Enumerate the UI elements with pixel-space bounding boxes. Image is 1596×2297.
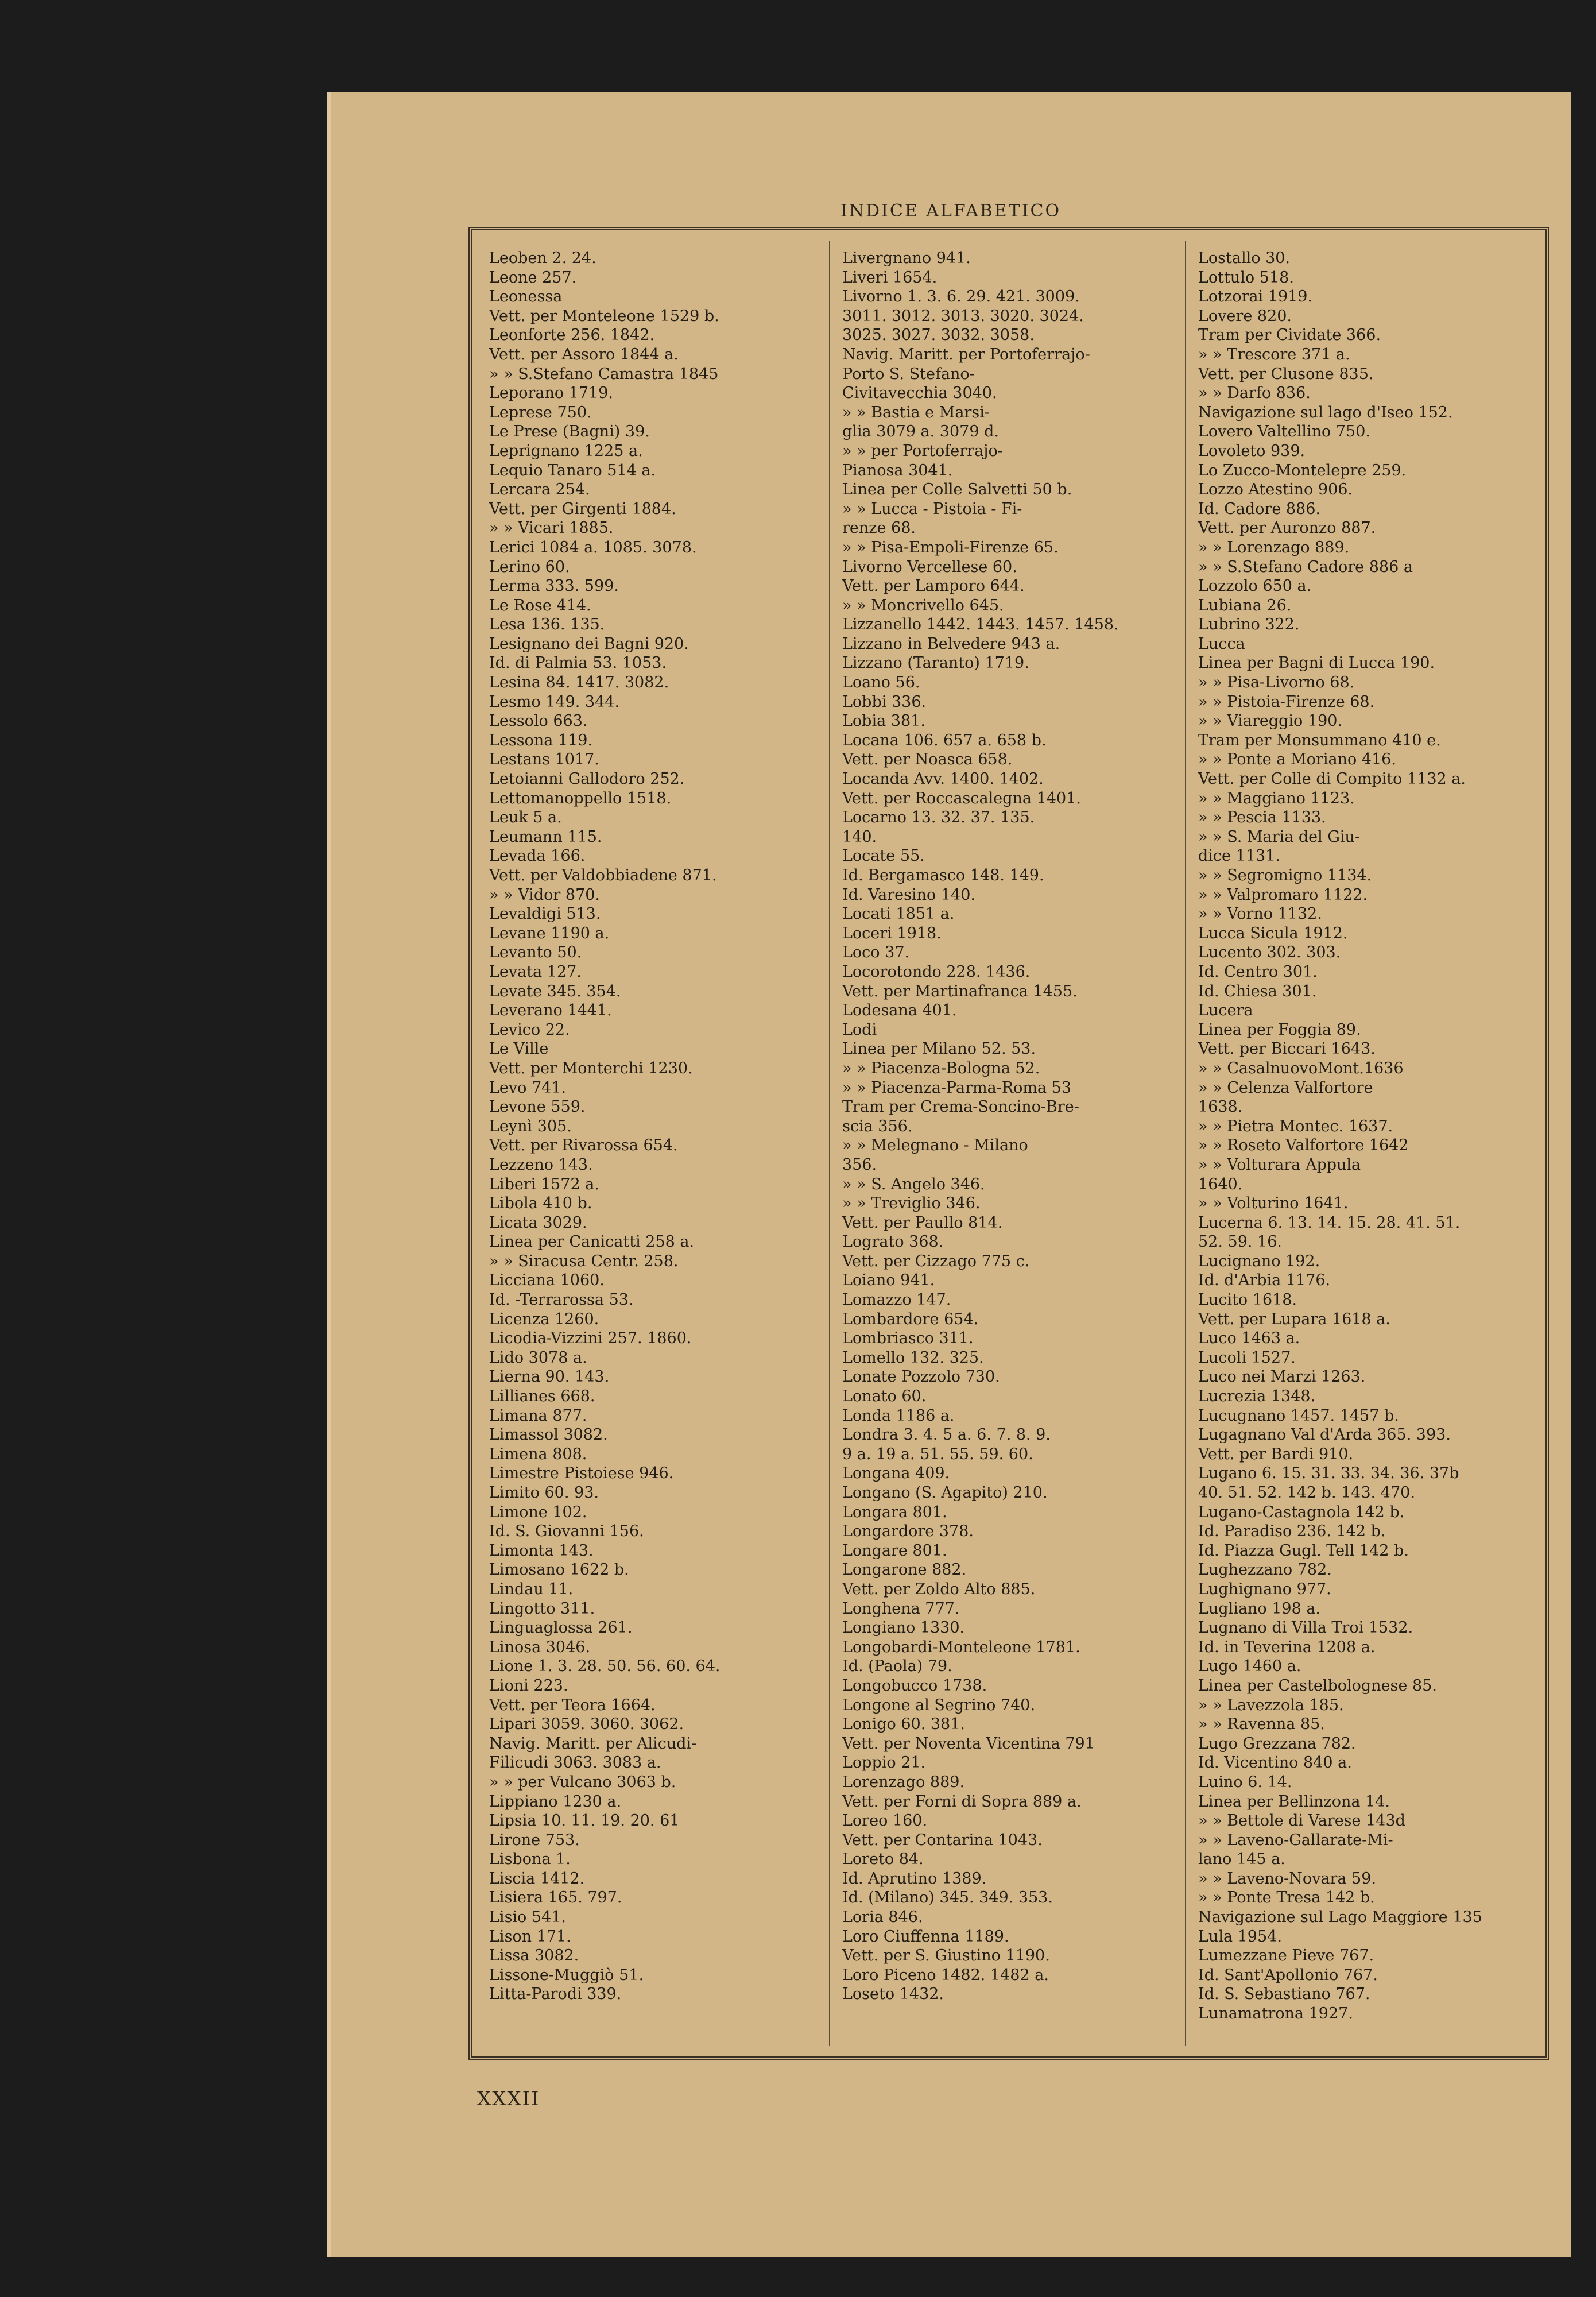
index-entry: Limosano 1622 b. xyxy=(489,1561,629,1579)
index-entry: Id. (Milano) 345. 349. 353. xyxy=(842,1889,1053,1907)
index-entry: Vett. per Girgenti 1884. xyxy=(489,500,676,518)
index-entry: Lozzolo 650 a. xyxy=(1198,577,1312,595)
index-entry: Lisbona 1. xyxy=(489,1850,571,1869)
index-column-2 xyxy=(842,249,1181,2004)
index-entry: Londa 1186 a. xyxy=(842,1406,955,1425)
index-entry: Lomello 132. 325. xyxy=(842,1348,984,1367)
index-entry: Lucerna 6. 13. 14. 15. 28. 41. 51. xyxy=(1198,1213,1461,1232)
index-entry: 40. 51. 52. 142 b. 143. 470. xyxy=(1198,1484,1415,1502)
index-entry: Id. Sant'Apollonio 767. xyxy=(1198,1966,1378,1984)
index-entry: Licodia-Vizzini 257. 1860. xyxy=(489,1329,692,1348)
index-entry: Licciana 1060. xyxy=(489,1271,605,1290)
index-entry: 9 a. 19 a. 51. 55. 59. 60. xyxy=(842,1445,1033,1463)
index-entry: Lioni 223. xyxy=(489,1676,568,1695)
index-entry: Tram per Cividate 366. xyxy=(1198,326,1381,345)
index-entry: lano 145 a. xyxy=(1198,1850,1285,1869)
index-entry: Id. Bergamasco 148. 149. xyxy=(842,867,1044,884)
index-entry: Navigazione sul lago d'Iseo 152. xyxy=(1198,403,1453,421)
index-entry: Vett. per Assoro 1844 a. xyxy=(489,345,679,364)
column-divider xyxy=(1185,241,1186,2046)
index-entry: Filicudi 3063. 3083 a. xyxy=(489,1754,661,1772)
index-entry: Loreto 84. xyxy=(842,1850,924,1869)
index-entry: 140. xyxy=(842,827,877,846)
index-entry: Longarone 882. xyxy=(842,1561,967,1579)
index-entry: Lillianes 668. xyxy=(489,1387,595,1406)
index-entry: Lograto 368. xyxy=(842,1233,944,1251)
index-entry: Lione 1. 3. 28. 50. 56. 60. 64. xyxy=(489,1657,720,1676)
index-entry: » » Pisa-Empoli-Firenze 65. xyxy=(842,538,1059,556)
index-entry: Id. Paradiso 236. 142 b. xyxy=(1198,1522,1386,1541)
index-entry: » » Volturara Appula xyxy=(1198,1155,1361,1174)
index-entry: » » Viareggio 190. xyxy=(1198,712,1343,730)
index-entry: Loppio 21. xyxy=(842,1754,926,1772)
index-entry: Id. Aprutino 1389. xyxy=(842,1869,987,1888)
index-entry: Loco 37. xyxy=(842,943,910,962)
index-entry: Linguaglossa 261. xyxy=(489,1619,633,1637)
index-entry: Lesignano dei Bagni 920. xyxy=(489,635,689,653)
index-entry: Lucera xyxy=(1198,1001,1253,1020)
index-entry: Letoianni Gallodoro 252. xyxy=(489,770,685,788)
index-entry: Locati 1851 a. xyxy=(842,905,955,923)
page-sheet xyxy=(327,92,1571,2257)
index-entry: Lugo 1460 a. xyxy=(1198,1657,1301,1676)
index-entry: Lotzorai 1919. xyxy=(1198,288,1313,306)
index-entry: » » Roseto Valfortore 1642 xyxy=(1198,1136,1409,1155)
index-entry: Id. Cadore 886. xyxy=(1198,500,1320,518)
index-entry: Lesa 136. 135. xyxy=(489,616,605,634)
index-entry: Locarno 13. 32. 37. 135. xyxy=(842,809,1035,827)
index-entry: Lipari 3059. 3060. 3062. xyxy=(489,1715,684,1734)
index-entry: » » Ponte a Moriano 416. xyxy=(1198,751,1396,769)
index-entry: Liveri 1654. xyxy=(842,268,938,287)
index-entry: Limonta 143. xyxy=(489,1541,594,1560)
index-entry: Lizzano in Belvedere 943 a. xyxy=(842,635,1060,653)
index-entry: Leynì 305. xyxy=(489,1117,572,1135)
index-entry: » » Piacenza-Parma-Roma 53 xyxy=(842,1078,1072,1097)
index-entry: Longara 801. xyxy=(842,1503,947,1521)
index-entry: Levanto 50. xyxy=(489,943,582,962)
index-entry: Licenza 1260. xyxy=(489,1310,599,1328)
index-entry: Vett. per Biccari 1643. xyxy=(1198,1040,1376,1058)
index-entry: Linea per Castelbolognese 85. xyxy=(1198,1676,1437,1695)
index-entry: Lonato 60. xyxy=(842,1387,927,1406)
index-entry: Livergnano 941. xyxy=(842,249,971,267)
index-entry: Vett. per Lupara 1618 a. xyxy=(1198,1310,1390,1328)
index-entry: Lubrino 322. xyxy=(1198,616,1300,634)
index-entry: Libola 410 b. xyxy=(489,1194,592,1213)
index-entry: Le Rose 414. xyxy=(489,596,591,614)
index-entry: Londra 3. 4. 5 a. 6. 7. 8. 9. xyxy=(842,1426,1051,1444)
index-entry: Limito 60. 93. xyxy=(489,1484,599,1502)
index-entry: Locana 106. 657 a. 658 b. xyxy=(842,731,1047,749)
index-entry: Lugagnano Val d'Arda 365. 393. xyxy=(1198,1426,1451,1444)
index-entry: Linea per Milano 52. 53. xyxy=(842,1040,1036,1058)
index-entry: » » S.Stefano Cadore 886 a xyxy=(1198,558,1413,576)
index-entry: Lettomanoppello 1518. xyxy=(489,789,672,807)
index-entry: Vett. per Monteleone 1529 b. xyxy=(489,307,719,325)
index-entry: » » Vorno 1132. xyxy=(1198,905,1322,923)
index-entry: Le Ville xyxy=(489,1040,549,1058)
index-entry: Lunamatrona 1927. xyxy=(1198,2005,1353,2023)
index-entry: Lezzeno 143. xyxy=(489,1155,593,1174)
index-entry: Lughignano 977. xyxy=(1198,1580,1331,1598)
index-entry: Lido 3078 a. xyxy=(489,1348,587,1367)
index-entry: Id. in Teverina 1208 a. xyxy=(1198,1638,1376,1656)
index-entry: Lomazzo 147. xyxy=(842,1291,951,1309)
index-entry: » » Ponte Tresa 142 b. xyxy=(1198,1889,1375,1907)
index-entry: Vett. per Clusone 835. xyxy=(1198,365,1374,383)
index-entry: Lostallo 30. xyxy=(1198,249,1291,267)
index-entry: glia 3079 a. 3079 d. xyxy=(842,423,999,441)
index-entry: Limone 102. xyxy=(489,1503,587,1521)
index-entry: 3011. 3012. 3013. 3020. 3024. xyxy=(842,307,1084,325)
index-entry: Id. Varesino 140. xyxy=(842,885,975,904)
index-entry: Lerma 333. 599. xyxy=(489,577,619,595)
index-entry: Lissone-Muggiò 51. xyxy=(489,1966,644,1984)
index-entry: » » Trescore 371 a. xyxy=(1198,345,1350,364)
index-entry: » » Ravenna 85. xyxy=(1198,1715,1325,1734)
index-entry: Linea per Bagni di Lucca 190. xyxy=(1198,654,1435,672)
index-entry: » » CasalnuovoMont.1636 xyxy=(1198,1059,1404,1077)
page-number: XXXII xyxy=(477,2087,540,2110)
index-entry: Lottulo 518. xyxy=(1198,268,1294,287)
index-entry: Lizzanello 1442. 1443. 1457. 1458. xyxy=(842,616,1119,634)
index-entry: Loano 56. xyxy=(842,674,920,692)
index-entry: » » Pisa-Livorno 68. xyxy=(1198,674,1355,692)
index-entry: Litta-Parodi 339. xyxy=(489,1985,622,2004)
index-entry: Tram per Crema-Soncino-Bre- xyxy=(842,1098,1079,1116)
index-entry: Lesina 84. 1417. 3082. xyxy=(489,674,669,692)
index-entry: Lingotto 311. xyxy=(489,1599,595,1618)
index-entry: Leprese 750. xyxy=(489,403,592,421)
index-entry: » » Volturino 1641. xyxy=(1198,1194,1349,1213)
index-entry: Limena 808. xyxy=(489,1445,587,1463)
index-entry: Vett. per Forni di Sopra 889 a. xyxy=(842,1792,1082,1811)
index-entry: Luino 6. 14. xyxy=(1198,1773,1292,1791)
index-entry: Vett. per Noventa Vicentina 791 xyxy=(842,1734,1095,1753)
index-entry: Linosa 3046. xyxy=(489,1638,591,1656)
index-entry: Lugliano 198 a. xyxy=(1198,1599,1320,1618)
index-entry: Lucca xyxy=(1198,635,1245,653)
index-entry: Lucito 1618. xyxy=(1198,1291,1297,1309)
index-entry: » » Moncrivello 645. xyxy=(842,596,1004,614)
index-entry: Longardore 378. xyxy=(842,1522,974,1541)
index-entry: Lequio Tanaro 514 a. xyxy=(489,461,656,479)
index-entry: Lucrezia 1348. xyxy=(1198,1387,1316,1406)
index-entry: Lugano-Castagnola 142 b. xyxy=(1198,1503,1405,1521)
index-entry: Levo 741. xyxy=(489,1078,567,1097)
index-entry: Vett. per Lamporo 644. xyxy=(842,577,1025,595)
index-frame xyxy=(468,227,1549,2060)
index-entry: Vett. per Bardi 910. xyxy=(1198,1445,1354,1463)
index-entry: Liscia 1412. xyxy=(489,1869,585,1888)
index-entry: Levate 345. 354. xyxy=(489,982,621,1000)
index-entry: Longobucco 1738. xyxy=(842,1676,987,1695)
index-entry: Lirone 753. xyxy=(489,1831,580,1849)
index-entry: Longhena 777. xyxy=(842,1599,960,1618)
index-entry: » » Pietra Montec. 1637. xyxy=(1198,1117,1393,1135)
index-entry: Leone 257. xyxy=(489,268,577,287)
index-entry: Luco 1463 a. xyxy=(1198,1329,1300,1348)
index-entry: Id. S. Giovanni 156. xyxy=(489,1522,644,1541)
index-entry: Id. di Palmia 53. 1053. xyxy=(489,654,667,672)
index-entry: Livorno Vercellese 60. xyxy=(842,558,1017,576)
index-entry: Id. S. Sebastiano 767. xyxy=(1198,1985,1370,2004)
index-entry: Id. Piazza Gugl. Tell 142 b. xyxy=(1198,1541,1409,1560)
index-entry: Limassol 3082. xyxy=(489,1426,608,1444)
index-entry: » » S. Maria del Giu- xyxy=(1198,827,1361,846)
index-entry: » » Vicari 1885. xyxy=(489,519,614,537)
index-entry: Loria 846. xyxy=(842,1908,923,1927)
index-entry: Lucugnano 1457. 1457 b. xyxy=(1198,1406,1399,1425)
index-entry: » » Segromigno 1134. xyxy=(1198,867,1372,884)
index-entry: Leonforte 256. 1842. xyxy=(489,326,655,345)
index-entry: » » Pistoia-Firenze 68. xyxy=(1198,693,1375,711)
index-entry: Vett. per Cizzago 775 c. xyxy=(842,1252,1030,1270)
index-entry: Vett. per Teora 1664. xyxy=(489,1696,656,1714)
index-entry: Lucoli 1527. xyxy=(1198,1348,1296,1367)
index-entry: Leprignano 1225 a. xyxy=(489,442,643,460)
index-entry: 356. xyxy=(842,1155,877,1174)
index-entry: Locorotondo 228. 1436. xyxy=(842,962,1031,981)
index-entry: Lughezzano 782. xyxy=(1198,1561,1332,1579)
index-entry: » » Pescia 1133. xyxy=(1198,809,1326,827)
index-entry: » » Darfo 836. xyxy=(1198,384,1311,403)
index-entry: Pianosa 3041. xyxy=(842,461,953,479)
index-entry: Linea per Foggia 89. xyxy=(1198,1020,1361,1039)
index-entry: Id. Centro 301. xyxy=(1198,962,1318,981)
column-divider xyxy=(829,241,830,2046)
index-entry: Lipsia 10. 11. 19. 20. 61 xyxy=(489,1812,680,1830)
index-entry: Lesmo 149. 344. xyxy=(489,693,620,711)
index-entry: » » Laveno-Gallarate-Mi- xyxy=(1198,1831,1393,1849)
index-entry: Civitavecchia 3040. xyxy=(842,384,997,403)
index-entry: Lo Zucco-Montelepre 259. xyxy=(1198,461,1407,479)
index-entry: Liberi 1572 a. xyxy=(489,1175,599,1193)
index-entry: Leonessa xyxy=(489,288,563,306)
index-entry: Loceri 1918. xyxy=(842,924,942,942)
index-entry: Loiano 941. xyxy=(842,1271,935,1290)
index-entry: Licata 3029. xyxy=(489,1213,587,1232)
index-entry: Id. -Terrarossa 53. xyxy=(489,1291,634,1309)
index-entry: Lovero Valtellino 750. xyxy=(1198,423,1370,441)
index-entry: Locate 55. xyxy=(842,847,925,865)
index-entry: Id. Vicentino 840 a. xyxy=(1198,1754,1352,1772)
index-entry: Lucca Sicula 1912. xyxy=(1198,924,1348,942)
index-entry: Navig. Maritt. per Alicudi- xyxy=(489,1734,697,1753)
index-entry: » » Lavezzola 185. xyxy=(1198,1696,1344,1714)
index-entry: Lodi xyxy=(842,1020,877,1039)
index-entry: Navigazione sul Lago Maggiore 135 xyxy=(1198,1908,1482,1927)
index-entry: Vett. per Martinafranca 1455. xyxy=(842,982,1078,1000)
index-entry: Lubiana 26. xyxy=(1198,596,1292,614)
index-entry: Longone al Segrino 740. xyxy=(842,1696,1036,1714)
index-entry: » » S.Stefano Camastra 1845 xyxy=(489,365,719,383)
index-entry: Lercara 254. xyxy=(489,481,590,499)
index-entry: Lison 171. xyxy=(489,1927,571,1946)
index-entry: Leuk 5 a. xyxy=(489,809,562,827)
index-entry: » » Celenza Valfortore xyxy=(1198,1078,1373,1097)
index-entry: Lobbi 336. xyxy=(842,693,927,711)
index-entry: Levane 1190 a. xyxy=(489,924,610,942)
index-entry: Limana 877. xyxy=(489,1406,587,1425)
index-entry: Lozzo Atestino 906. xyxy=(1198,481,1353,499)
index-entry: » » Laveno-Novara 59. xyxy=(1198,1869,1376,1888)
index-entry: Lobia 381. xyxy=(842,712,925,730)
index-entry: Leporano 1719. xyxy=(489,384,613,403)
index-entry: Vett. per Rivarossa 654. xyxy=(489,1136,678,1155)
index-entry: Lierna 90. 143. xyxy=(489,1368,610,1386)
index-entry: Id. d'Arbia 1176. xyxy=(1198,1271,1331,1290)
index-entry: Lindau 11. xyxy=(489,1580,574,1598)
index-entry: Porto S. Stefano- xyxy=(842,365,975,383)
index-entry: Lessolo 663. xyxy=(489,712,588,730)
index-entry: Levico 22. xyxy=(489,1020,570,1039)
index-entry: Lippiano 1230 a. xyxy=(489,1792,622,1811)
index-entry: Id. Chiesa 301. xyxy=(1198,982,1317,1000)
index-entry: Lessona 119. xyxy=(489,731,593,749)
index-entry: Leumann 115. xyxy=(489,827,602,846)
index-entry: » » per Vulcano 3063 b. xyxy=(489,1773,676,1791)
index-column-3 xyxy=(1198,249,1537,2024)
index-entry: Linea per Canicatti 258 a. xyxy=(489,1233,695,1251)
index-entry: Leverano 1441. xyxy=(489,1001,612,1020)
index-entry: Luco nei Marzi 1263. xyxy=(1198,1368,1366,1386)
index-entry: 1638. xyxy=(1198,1098,1243,1116)
index-entry: Loreo 160. xyxy=(842,1812,928,1830)
index-entry: Lissa 3082. xyxy=(489,1947,579,1965)
index-entry: Lodesana 401. xyxy=(842,1001,957,1020)
index-column-1 xyxy=(489,249,828,2004)
index-entry: renze 68. xyxy=(842,519,916,537)
index-entry: » » Lucca - Pistoia - Fi- xyxy=(842,500,1022,518)
index-entry: Longana 409. xyxy=(842,1464,950,1483)
index-entry: Lucignano 192. xyxy=(1198,1252,1320,1270)
index-entry: Lovoleto 939. xyxy=(1198,442,1306,460)
index-entry: » » Valpromaro 1122. xyxy=(1198,885,1368,904)
index-entry: » » Treviglio 346. xyxy=(842,1194,981,1213)
index-entry: Longano (S. Agapito) 210. xyxy=(842,1484,1048,1502)
index-entry: Lombriasco 311. xyxy=(842,1329,974,1348)
index-entry: Lugnano di Villa Troi 1532. xyxy=(1198,1619,1413,1637)
index-entry: Lorenzago 889. xyxy=(842,1773,965,1791)
index-entry: » » Bettole di Varese 143d xyxy=(1198,1812,1405,1830)
index-entry: Lerino 60. xyxy=(489,558,570,576)
index-entry: Livorno 1. 3. 6. 29. 421. 3009. xyxy=(842,288,1080,306)
index-entry: » » Vidor 870. xyxy=(489,885,601,904)
index-entry: Longare 801. xyxy=(842,1541,947,1560)
index-entry: Lizzano (Taranto) 1719. xyxy=(842,654,1029,672)
index-entry: Lonigo 60. 381. xyxy=(842,1715,965,1734)
index-entry: Longiano 1330. xyxy=(842,1619,965,1637)
index-entry: Le Prese (Bagni) 39. xyxy=(489,423,650,441)
index-entry: Levata 127. xyxy=(489,962,582,981)
index-entry: Vett. per Auronzo 887. xyxy=(1198,519,1376,537)
index-entry: Lumezzane Pieve 767. xyxy=(1198,1947,1374,1965)
page-header: INDICE ALFABETICO xyxy=(840,201,1062,221)
index-entry: Lugano 6. 15. 31. 33. 34. 36. 37b xyxy=(1198,1464,1459,1483)
index-entry: Loro Ciuffenna 1189. xyxy=(842,1927,1009,1946)
index-entry: Lestans 1017. xyxy=(489,751,599,769)
index-entry: scia 356. xyxy=(842,1117,913,1135)
index-entry: » » Siracusa Centr. 258. xyxy=(489,1252,679,1270)
index-entry: dice 1131. xyxy=(1198,847,1280,865)
index-entry: Longobardi-Monteleone 1781. xyxy=(842,1638,1080,1656)
index-entry: Levada 166. xyxy=(489,847,586,865)
index-entry: Lucento 302. 303. xyxy=(1198,943,1341,962)
index-entry: » » Piacenza-Bologna 52. xyxy=(842,1059,1040,1077)
index-entry: » » Lorenzago 889. xyxy=(1198,538,1350,556)
index-entry: Lombardore 654. xyxy=(842,1310,979,1328)
index-entry: Levaldigi 513. xyxy=(489,905,601,923)
index-entry: Vett. per Paullo 814. xyxy=(842,1213,1003,1232)
index-entry: Linea per Colle Salvetti 50 b. xyxy=(842,481,1072,499)
index-entry: Locanda Avv. 1400. 1402. xyxy=(842,770,1044,788)
index-entry: Limestre Pistoiese 946. xyxy=(489,1464,674,1483)
index-entry: Lerici 1084 a. 1085. 3078. xyxy=(489,538,697,556)
index-entry: Vett. per Monterchi 1230. xyxy=(489,1059,693,1077)
index-entry: Vett. per Zoldo Alto 885. xyxy=(842,1580,1036,1598)
index-entry: » » S. Angelo 346. xyxy=(842,1175,985,1193)
index-entry: » » Bastia e Marsi- xyxy=(842,403,990,421)
index-entry: Lonate Pozzolo 730. xyxy=(842,1368,1000,1386)
index-entry: Lovere 820. xyxy=(1198,307,1292,325)
index-entry: Vett. per Colle di Compito 1132 a. xyxy=(1198,770,1466,788)
index-entry: Lisio 541. xyxy=(489,1908,567,1927)
index-entry: Vett. per Noasca 658. xyxy=(842,751,1013,769)
index-entry: Lula 1954. xyxy=(1198,1927,1282,1946)
index-entry: Lisiera 165. 797. xyxy=(489,1889,622,1907)
index-entry: Tram per Monsummano 410 e. xyxy=(1198,731,1441,749)
index-entry: Id. (Paola) 79. xyxy=(842,1657,952,1676)
index-entry: 3025. 3027. 3032. 3058. xyxy=(842,326,1035,345)
index-entry: Vett. per Roccascalegna 1401. xyxy=(842,789,1081,807)
index-entry: Vett. per S. Giustino 1190. xyxy=(842,1947,1050,1965)
index-entry: Leoben 2. 24. xyxy=(489,249,596,267)
index-entry: Linea per Bellinzona 14. xyxy=(1198,1792,1390,1811)
index-entry: Navig. Maritt. per Portoferrajo- xyxy=(842,345,1090,364)
index-entry: » » Maggiano 1123. xyxy=(1198,789,1355,807)
index-entry: Vett. per Valdobbiadene 871. xyxy=(489,867,717,884)
index-entry: 1640. xyxy=(1198,1175,1243,1193)
index-entry: Vett. per Contarina 1043. xyxy=(842,1831,1043,1849)
index-entry: Loro Piceno 1482. 1482 a. xyxy=(842,1966,1049,1984)
index-entry: Loseto 1432. xyxy=(842,1985,944,2004)
index-entry: Levone 559. xyxy=(489,1098,586,1116)
index-entry: 52. 59. 16. xyxy=(1198,1233,1282,1251)
index-entry: » » Melegnano - Milano xyxy=(842,1136,1028,1155)
index-entry: » » per Portoferrajo- xyxy=(842,442,1003,460)
index-entry: Lugo Grezzana 782. xyxy=(1198,1734,1356,1753)
